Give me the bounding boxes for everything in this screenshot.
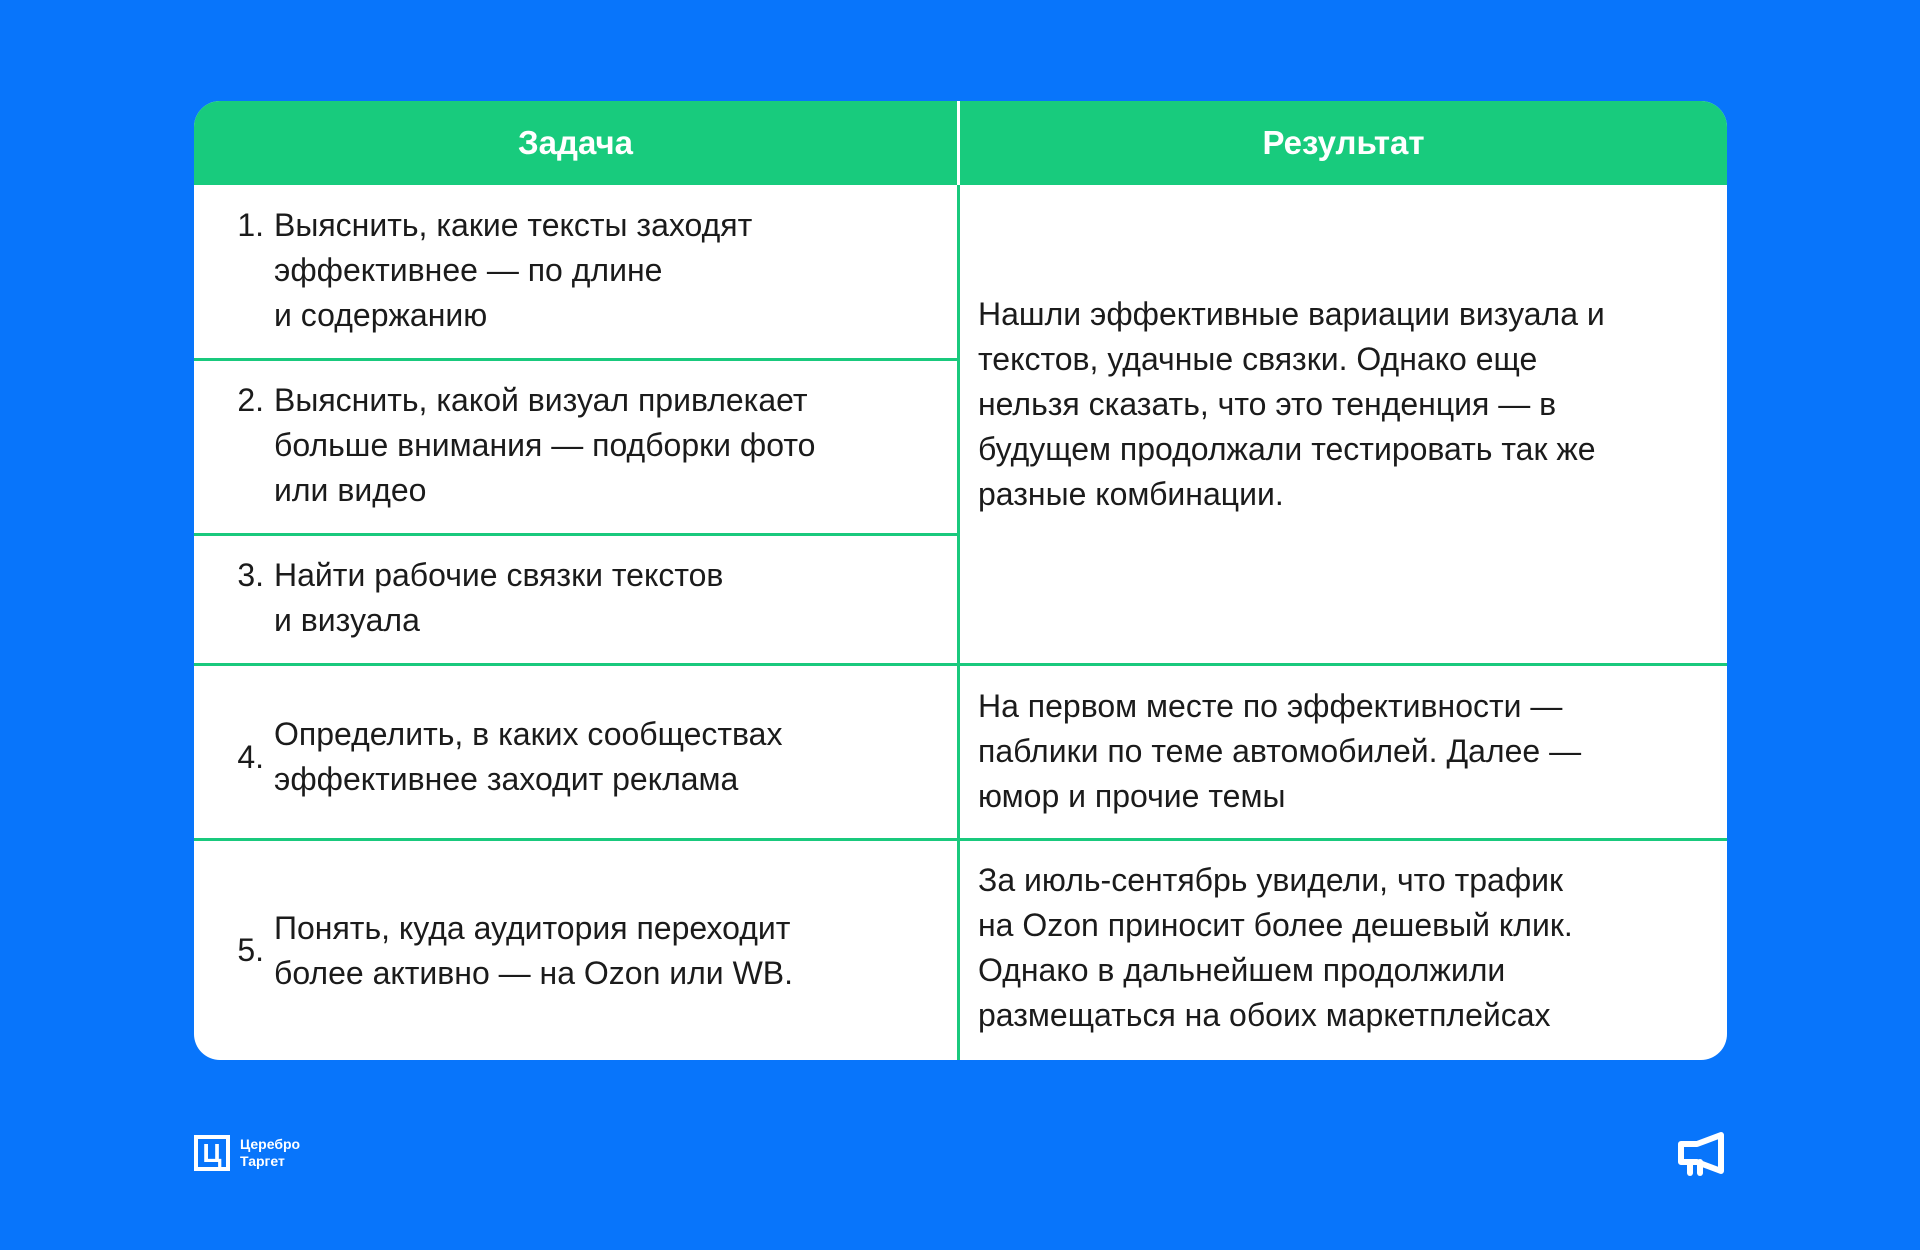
comparison-table-card xyxy=(194,101,1727,1060)
task-number: 2. xyxy=(237,382,264,418)
logo-line-1: Церебро xyxy=(240,1136,301,1152)
task-cell-2 xyxy=(194,361,957,533)
brand-logo xyxy=(194,1135,300,1171)
task-text: Определить, в каких сообществах эффективнее заходит реклама xyxy=(274,716,783,797)
task-cell-5 xyxy=(194,841,957,1060)
task-text: Понять, куда аудитория переходит более активно — на Ozon или WB. xyxy=(274,909,793,991)
task-number: 5. xyxy=(237,932,264,968)
result-cell-1: Нашли эффективные вариации визуала и текстов, удачные связки. Однако еще нельзя сказать, что это тенденция — в будущем продолжали тестировать так же разные комбинации. xyxy=(978,295,1605,512)
task-cell-3 xyxy=(194,536,957,663)
result-cell-3: За июль-сентябрь увидели, что трафик на Ozon приносит более дешевый клик. Однако в дальнейшем продолжили размещаться на обоих маркетплейсах xyxy=(978,862,1573,1033)
task-cell-4 xyxy=(194,666,957,838)
megaphone-icon xyxy=(1675,1130,1731,1178)
logo-mark: Ц xyxy=(194,1135,230,1171)
logo-text xyxy=(240,1136,300,1170)
task-number: 4. xyxy=(237,738,264,775)
comparison-table xyxy=(194,101,1727,1060)
result-cell-2: На первом месте по эффективности — паблики по теме автомобилей. Далее — юмор и прочие темы xyxy=(978,688,1582,814)
header-result: Результат xyxy=(960,101,1727,185)
task-number: 1. xyxy=(237,207,264,243)
task-text: Выяснить, какой визуал привлекает больше внимания — подборки фото или видео xyxy=(274,382,816,508)
header-task: Задача xyxy=(194,101,957,185)
task-cell-1 xyxy=(194,185,957,358)
task-text: Найти рабочие связки текстов и визуала xyxy=(274,557,724,638)
task-number: 3. xyxy=(237,557,264,593)
logo-line-2: Таргет xyxy=(240,1153,285,1169)
task-text: Выяснить, какие тексты заходят эффективнее — по длине и содержанию xyxy=(274,207,753,333)
